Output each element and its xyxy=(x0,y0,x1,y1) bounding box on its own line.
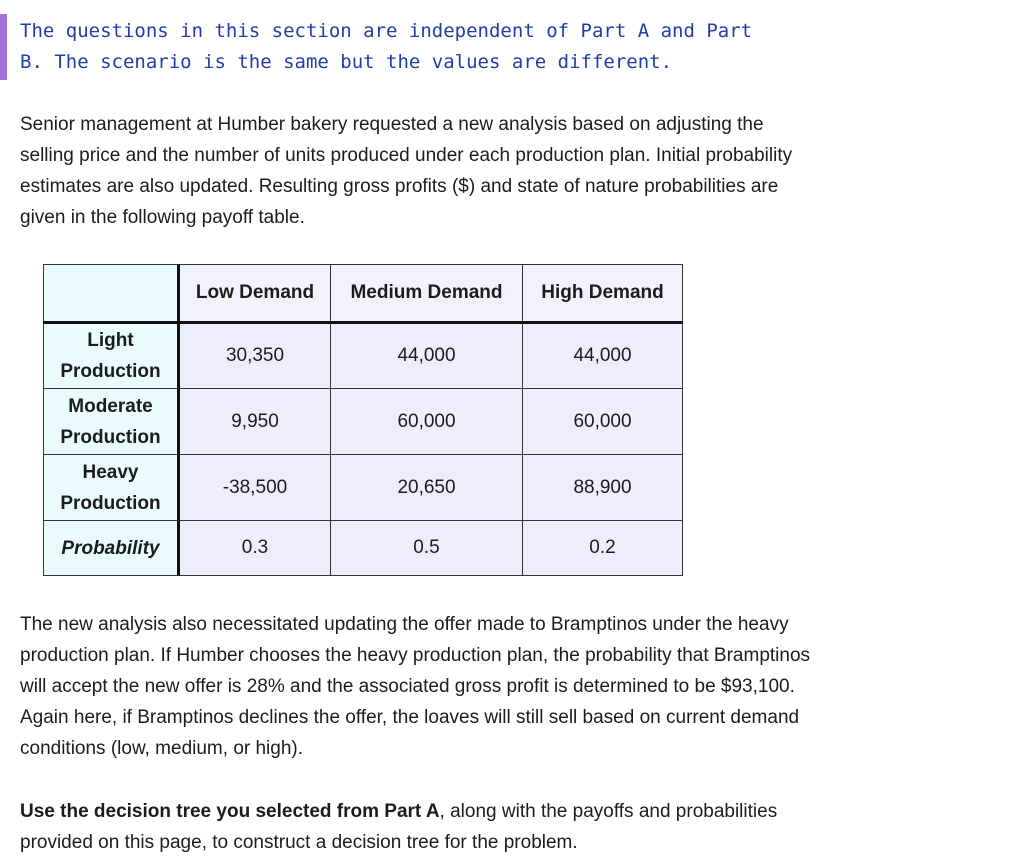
instruction-paragraph xyxy=(20,796,820,858)
section-note-text xyxy=(20,16,752,78)
payoff-cell: 30,350 xyxy=(179,323,331,389)
row-header-line-2: Production xyxy=(60,492,161,514)
payoff-cell: 9,950 xyxy=(179,389,331,455)
row-header-probability: Probability xyxy=(44,521,179,576)
row-header-line-2: Production xyxy=(60,426,161,448)
probability-cell: 0.5 xyxy=(331,521,523,576)
instruction-bold-text: Use the decision tree you selected from Part A xyxy=(20,801,440,822)
payoff-cell: 44,000 xyxy=(523,323,683,389)
payoff-cell: 20,650 xyxy=(331,455,523,521)
row-header-line-1: Moderate xyxy=(68,395,153,417)
payoff-cell: 60,000 xyxy=(523,389,683,455)
table-corner-cell xyxy=(44,265,179,323)
payoff-table xyxy=(43,264,683,576)
payoff-cell: -38,500 xyxy=(179,455,331,521)
row-header-light-production xyxy=(44,323,179,389)
table-row-probability xyxy=(44,521,683,576)
section-note-callout xyxy=(0,14,860,80)
column-header-high-demand: High Demand xyxy=(523,265,683,323)
column-header-medium-demand: Medium Demand xyxy=(331,265,523,323)
row-header-heavy-production xyxy=(44,455,179,521)
probability-cell: 0.2 xyxy=(523,521,683,576)
section-note-line-2: B. The scenario is the same but the values are different. xyxy=(20,51,673,73)
payoff-table-header-row xyxy=(44,265,683,323)
probability-cell: 0.3 xyxy=(179,521,331,576)
row-header-line-1: Heavy xyxy=(82,461,139,483)
offer-paragraph: The new analysis also necessitated updating the offer made to Bramptinos under the heavy production plan. If Humber chooses the heavy production plan, the probability that Bramptinos will accept the new offer is 28% and the associated gross profit is determined to be $93,100. Again here, if Bramptinos declines the offer, the loaves will still sell based on current demand conditions (low, medium, or high). xyxy=(20,614,811,759)
payoff-cell: 44,000 xyxy=(331,323,523,389)
table-row-heavy-production xyxy=(44,455,683,521)
row-header-line-1: Light xyxy=(87,330,134,351)
intro-paragraph: Senior management at Humber bakery requested a new analysis based on adjusting the selling price and the number of units produced under each production plan. Initial probability estimates are also updated. Resulting gross profits ($) and state of nature probabilities are given in the following payoff table. xyxy=(20,114,793,228)
row-header-line-2: Production xyxy=(60,361,161,382)
instruction-rest-text: , along with the payoffs and probabilities provided on this page, to construct a decision tree for the problem. xyxy=(20,801,778,853)
payoff-cell: 88,900 xyxy=(523,455,683,521)
row-header-moderate-production xyxy=(44,389,179,455)
table-row-moderate-production xyxy=(44,389,683,455)
payoff-cell: 60,000 xyxy=(331,389,523,455)
section-note-line-1: The questions in this section are independent of Part A and Part xyxy=(20,20,753,42)
table-row-light-production xyxy=(44,323,683,389)
column-header-low-demand: Low Demand xyxy=(179,265,331,323)
